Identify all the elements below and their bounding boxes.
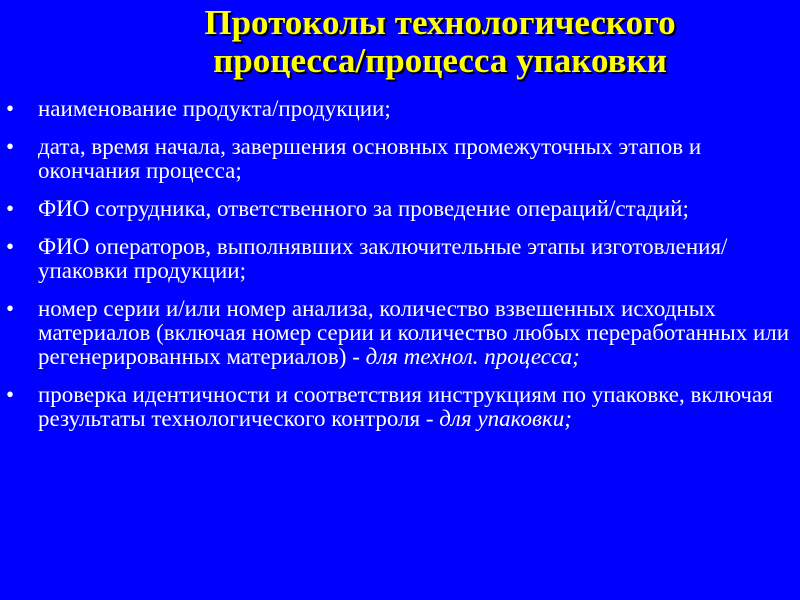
bullet-icon: • bbox=[6, 196, 15, 221]
bullet-text: дата, время начала, завершения основных промежуточных этапов и окончания процесса; bbox=[38, 134, 702, 183]
slide-title-line-1: Протоколы технологического bbox=[204, 3, 676, 42]
bullet-italic-note: для технол. процесса; bbox=[365, 344, 580, 369]
bullet-text: проверка идентичности и соответствия инструкциям по упаковке, включая результаты технологического контроля - bbox=[38, 382, 773, 431]
slide-title bbox=[80, 4, 800, 80]
bullet-icon: • bbox=[6, 382, 15, 407]
bullet-icon: • bbox=[6, 96, 15, 121]
bullet-text: ФИО операторов, выполнявших заключительные этапы изготовления/упаковки продукции; bbox=[38, 234, 728, 283]
bullet-text: наименование продукта/продукции; bbox=[38, 96, 391, 121]
bullet-italic-note: для упаковки; bbox=[439, 406, 572, 431]
bullet-text: ФИО сотрудника, ответственного за проведение операций/стадий; bbox=[38, 196, 689, 221]
bullet-icon: • bbox=[6, 234, 15, 259]
bullet-item-responsible-employee bbox=[0, 197, 800, 221]
slide-title-line-2: процесса/процесса упаковки bbox=[213, 41, 667, 80]
bullet-item-identity-check bbox=[0, 383, 800, 431]
bullet-list bbox=[0, 97, 800, 445]
bullet-item-product-name bbox=[0, 97, 800, 121]
bullet-text: номер серии и/или номер анализа, количество взвешенных исходных материалов (включая номер серии и количество любых переработанных или регенерированных материалов) - bbox=[38, 296, 790, 369]
bullet-item-dates-times bbox=[0, 135, 800, 183]
bullet-icon: • bbox=[6, 134, 15, 159]
bullet-item-batch-number bbox=[0, 297, 800, 369]
bullet-icon: • bbox=[6, 296, 15, 321]
bullet-item-operators bbox=[0, 235, 800, 283]
